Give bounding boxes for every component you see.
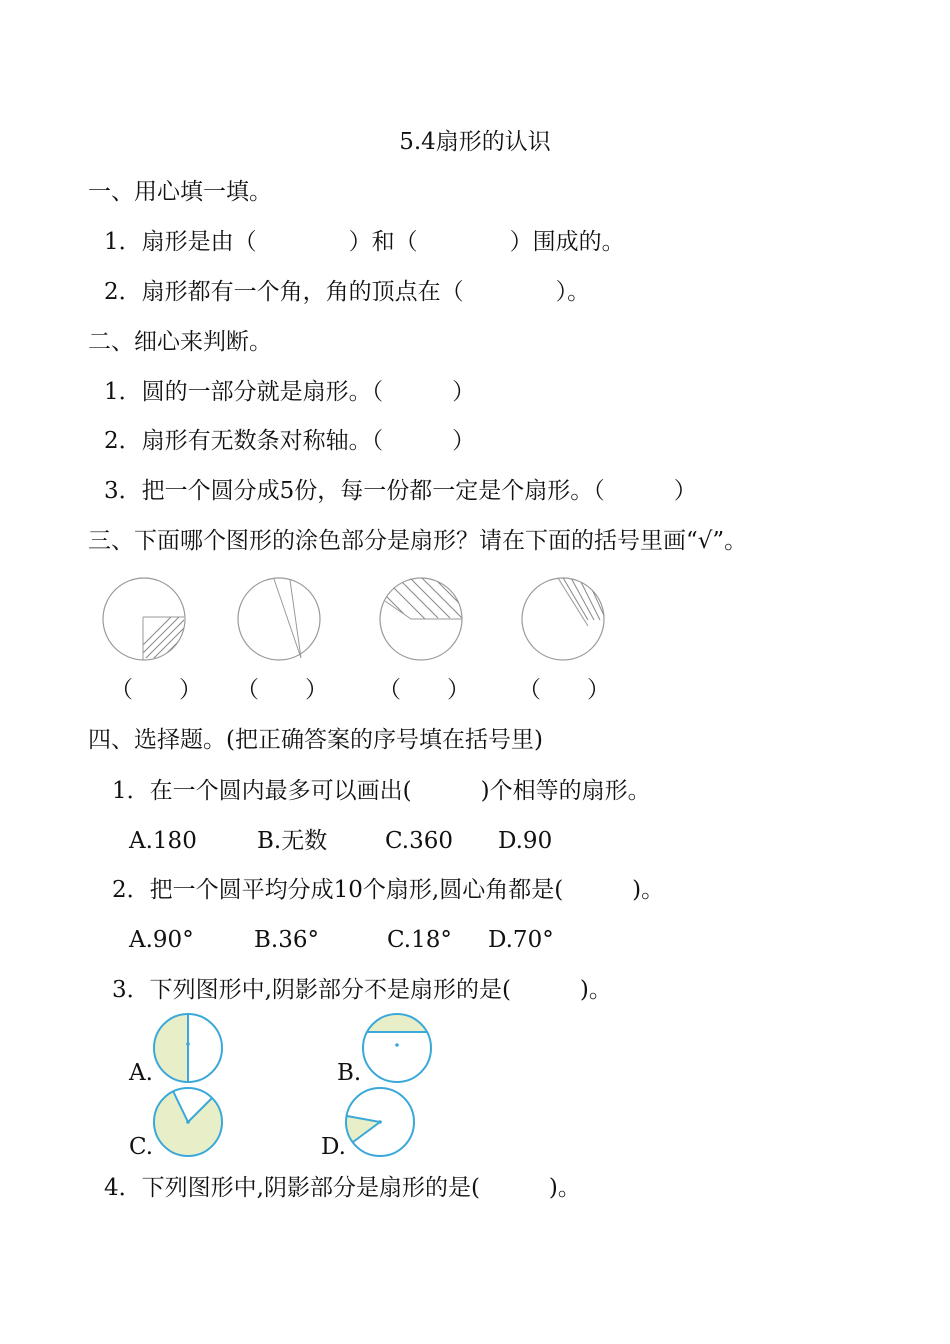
section-4-question-3: 3．下列图形中,阴影部分不是扇形的是( )。	[112, 977, 612, 1003]
section-4-question-4: 4．下列图形中,阴影部分是扇形的是( )。	[104, 1175, 581, 1201]
q3-label-a: A.	[129, 1060, 153, 1086]
center-dot	[395, 1043, 399, 1047]
center-dot	[186, 1120, 190, 1124]
section-3-answer-1[interactable]: （ ）	[110, 677, 202, 703]
q3-figure-d	[343, 1085, 417, 1159]
hatched-region	[122, 616, 220, 666]
q3-label-d: D.	[321, 1134, 346, 1160]
section-4-question-1: 1．在一个圆内最多可以画出( )个相等的扇形。	[112, 778, 651, 804]
q3-label-b: B.	[337, 1060, 362, 1086]
section-1-question-2: 2．扇形都有一个角，角的顶点在（ ）。	[104, 279, 591, 305]
section-2-question-1: 1．圆的一部分就是扇形。（ ）	[104, 379, 476, 405]
section-1-heading: 一、用心填一填。	[88, 179, 272, 205]
triangle-lines	[274, 579, 301, 658]
q3-figure-b	[360, 1011, 434, 1085]
circle-outline	[238, 578, 320, 660]
q1-option-c: C.360	[385, 828, 453, 854]
page-title: 5.4扇形的认识	[399, 129, 551, 155]
q2-option-b: B.36°	[254, 927, 319, 953]
q1-option-a: A.180	[129, 828, 197, 854]
section-4-question-2: 2．把一个圆平均分成10个扇形,圆心角都是( )。	[112, 877, 665, 903]
hatched-region	[562, 576, 612, 620]
shaded-half	[154, 1014, 188, 1082]
q3-label-c: C.	[129, 1134, 154, 1160]
center-dot	[378, 1120, 382, 1124]
section-2-question-3: 3．把一个圆分成5份，每一份都一定是个扇形。（ ）	[104, 478, 697, 504]
hatched-region	[376, 570, 486, 626]
section-3-answer-3[interactable]: （ ）	[378, 677, 470, 703]
section-3-figure-4	[518, 576, 610, 666]
circle-outline	[522, 578, 604, 660]
section-1-question-1: 1．扇形是由（ ）和（ ）围成的。	[104, 229, 625, 255]
shaded-segment	[367, 1014, 427, 1032]
section-3-heading: 三、下面哪个图形的涂色部分是扇形？请在下面的括号里画“√”。	[88, 528, 748, 554]
section-4-heading: 四、选择题。(把正确答案的序号填在括号里)	[88, 727, 543, 753]
section-3-figure-1	[100, 576, 190, 666]
section-2-heading: 二、细心来判断。	[88, 329, 272, 355]
q3-figure-a	[151, 1011, 225, 1085]
q1-option-d: D.90	[498, 828, 553, 854]
q2-option-d: D.70°	[488, 927, 554, 953]
q1-option-b: B.无数	[257, 828, 328, 854]
q3-figure-c	[151, 1085, 225, 1159]
center-dot	[186, 1042, 190, 1046]
section-2-question-2: 2．扇形有无数条对称轴。（ ）	[104, 428, 476, 454]
section-3-answer-4[interactable]: （ ）	[518, 677, 610, 703]
section-3-figure-3	[376, 576, 468, 666]
q2-option-a: A.90°	[129, 927, 194, 953]
q2-option-c: C.18°	[387, 927, 452, 953]
section-3-answer-2[interactable]: （ ）	[236, 677, 328, 703]
section-3-figure-2	[234, 576, 326, 666]
